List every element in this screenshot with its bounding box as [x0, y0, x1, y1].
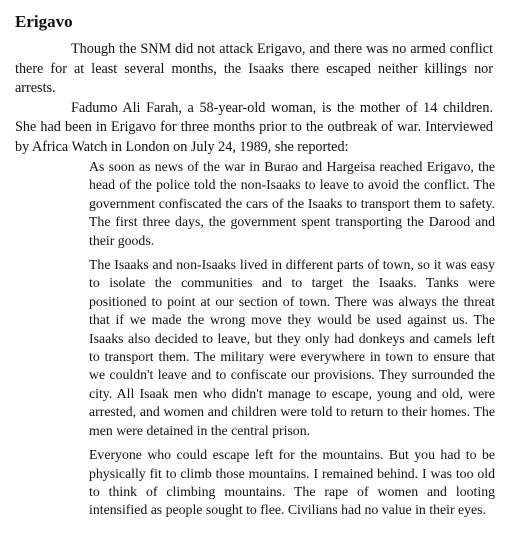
quote-paragraph-1: As soon as news of the war in Burao and Hargeisa reached Erigavo, the head of the police told the non-Isaaks to leave to avoid the conflict. The government confiscated the cars of the Isaaks to transport them to safety. The first three days, the government spent transporting the Darood and their goods.	[89, 159, 495, 248]
section-heading: Erigavo	[15, 12, 73, 31]
quote-paragraph-2: The Isaaks and non-Isaaks lived in different parts of town, so it was easy to isolate the communities and to target the Isaaks. Tanks were positioned to point at our section of town. There was always the threat that if we made the wrong move they would be used against us. The Isaaks also decided to leave, but they only had donkeys and camels left to transport them. The military were everywhere in town to ensure that we couldn't leave and to confiscate our provisions. They surrounded the city. All Isaak men who didn't manage to escape, young and old, were arrested, and women and children were told to return to their homes. The men were detained in the central prison.	[89, 257, 495, 438]
body-paragraph-1: Though the SNM did not attack Erigavo, and there was no armed conflict there for at least several months, the Isaaks there escaped neither killings nor arrests.	[15, 41, 493, 96]
testimony-blockquote	[89, 158, 495, 520]
quote-paragraph-3: Everyone who could escape left for the mountains. But you had to be physically fit to climb those mountains. I remained behind. I was too old to think of climbing mountains. The rape of women and looting intensified as people sought to flee. Civilians had no value in their eyes.	[89, 447, 495, 518]
body-paragraph-2: Fadumo Ali Farah, a 58-year-old woman, is the mother of 14 children. She had been in Erigavo for three months prior to the outbreak of war. Interviewed by Africa Watch in London on July 24, 1989, she reported:	[15, 99, 493, 155]
